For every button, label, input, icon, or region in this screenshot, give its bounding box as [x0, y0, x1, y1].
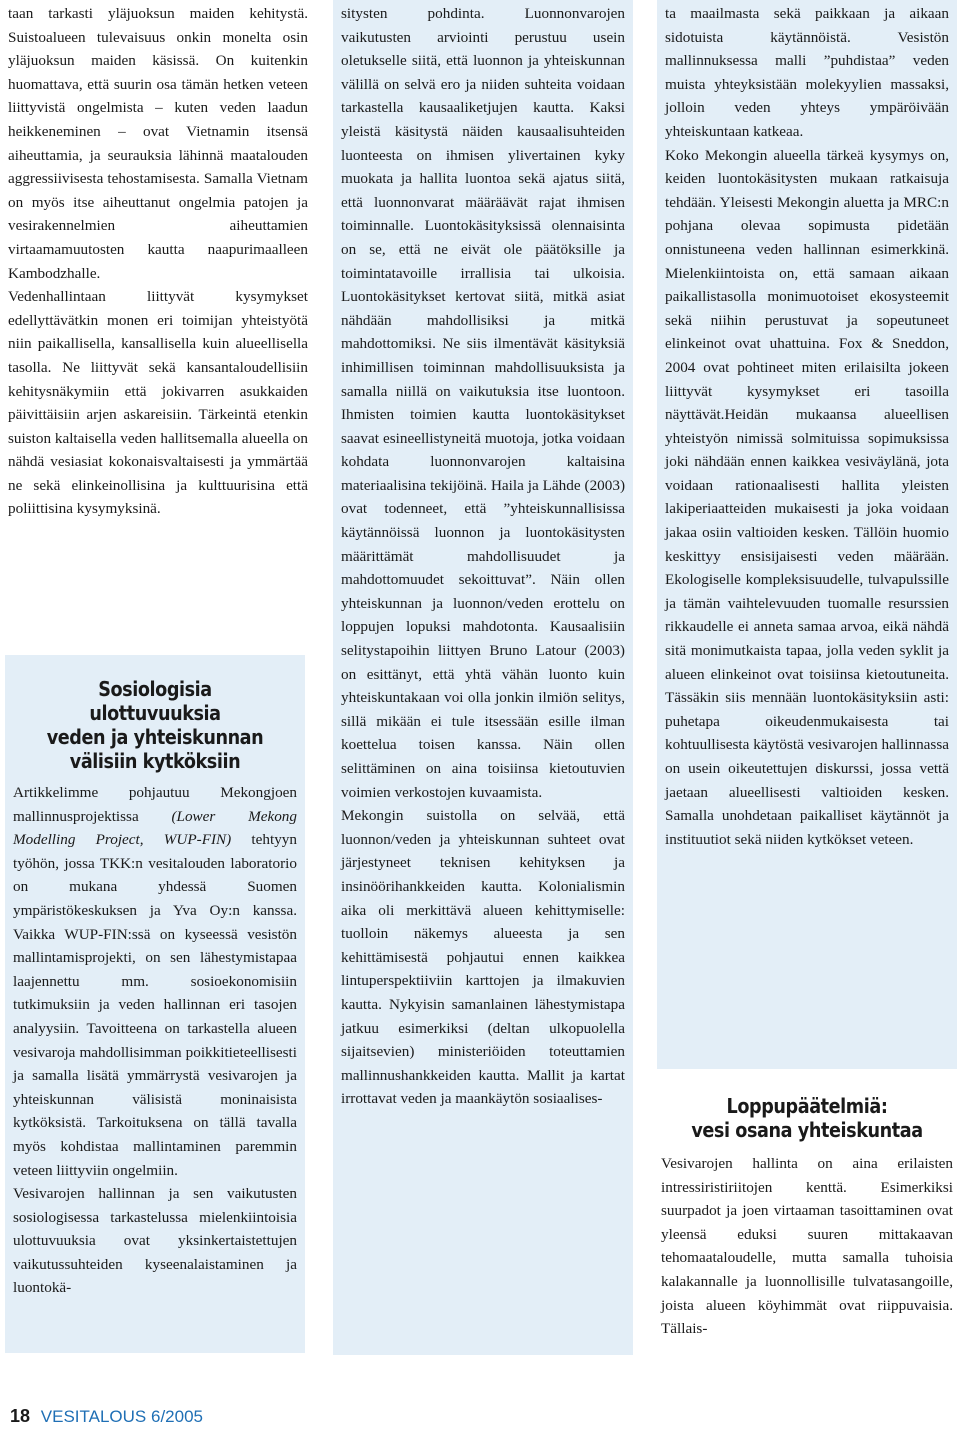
sidebar-heading [33, 677, 277, 773]
text-column-1 [8, 2, 308, 521]
sidebar-text [13, 781, 297, 1300]
conclusion-heading [681, 1094, 932, 1142]
text-column-2 [333, 0, 633, 1355]
paragraph: Koko Mekongin alueella tärkeä kysymys on, keiden luontokäsitysten mukaan ratkaisuja tehdään. Yleisesti Mekongin aluetta ja MRC:n pohjana olevaa sopimusta pidetään onnistuneena veden hallinnan esimerkkinä. Mielenkiintoista on, että samaan aikaan paikallistasolla monimuotoiset ekosysteemit sekä niihin perustuvat ja sopeutuneet elinkeinot ovat uhattuina. Fox & Sneddon, 2004 ovat pohtineet miten erilaisilta jokeen liittyvät kysymykset eri tasoilla näyttävät.Heidän mukaansa alueellisen yhteistyön nimissä solmituissa sopimuksissa joki nähdään ennen kaikkea vesiväylänä, jota voidaan rationaalisesti hallita yleisten lakiperiaatteiden mukaisesti ja joka voidaan jakaa osiin valtioiden kesken. Tällöin huomio keskittyy ensisijaisesti veden määrään. Ekologiselle kompleksisuudelle, tulvapulssille ja tämän vaihtelevuuden tuomalle resurssien rikkaudelle ei anneta samaa arvoa, eikä nähdä sitä monimutkaista tapaa, jolla veden syklit ja alueen elinkeinot ovat toisiinsa kietoutuneita. Tässäkin siis mennään luontokäsityksiin asti: puhetapa oikeudenmukaisesta tai kohtuullisesta käytöstä vesivarojen hallinnassa on usein oikeutettujen diskurssi, jossa vettä jaetaan alueellisesti valtioiden kesken. Samalla unohdetaan paikalliset käytännöt ja instituutiot sekä niiden kytkökset veteen. [665, 146, 949, 848]
text-run: Artikkelimme pohjautuu Mekongjoen mallinnusprojektissa [13, 784, 297, 825]
paragraph: Vesivarojen hallinnan ja sen vaikutusten sosiologisessa tarkastelussa mielenkiintoisia ulottuvuuksia ovat yksinkertaistettujen vaikutussuhteiden kyseenalaistaminen ja luontokä- [13, 1185, 297, 1297]
paragraph: Vedenhallintaan liittyvät kysymykset edellyttävätkin monen eri toimijan yhteistyötä niin paikallisella, kansallisella kuin alueellisella tasolla. Ne liittyvät sekä kansantaloudellisiin kehitysnäkymiin että jokivarren asukkaiden päivittäisiin arjen askareisiin. Tärkeintä etenkin suiston kaltaisella veden hallitsemalla alueella on nähdä vesiasiat kokonaisvaltaisesti ja ymmärtää ne sekä elinkeinollisina ja kulttuurisina että poliittisina kysymyksinä. [8, 288, 308, 518]
paragraph: Vesivarojen hallinta on aina erilaisten intressiristiriitojen kenttä. Esimerkiksi suurpadot ja joen virtaaman tasoittaminen ovat yleensä eduksi suuren mittakaavan tehomaataloudelle, mutta samalla tuhoisia kalakannalle ja luonnollisille tulvatasangoille, joista alueen köyhimmät ovat riippuvaisia. Tällais- [661, 1155, 953, 1338]
heading-line: Loppupäätelmiä: [726, 1094, 888, 1118]
conclusion-section [657, 1094, 957, 1341]
page-number: 18 [10, 1406, 31, 1426]
text-column-3 [657, 0, 957, 1069]
paragraph: Mekongin suistolla on selvää, että luonnon/veden ja yhteiskunnan suhteet ovat järjestyneet teknisen kehityksen ja insinöörihankkeiden kautta. Kolonialismin aika oli merkittävä alueen kehittymiselle: tuolloin näkemys alueesta ja sen kehittämisestä pohjautui ennen kaikkea lintuperspektiiviin karttojen ja ilmakuvien kautta. Nykyisin samanlainen lähestymistapa jatkuu esimerkiksi (deltan ulkopuolella sijaitsevien) ministeriöiden toteuttamien mallinnushankkeiden kautta. Mallit ja kartat irrottavat veden ja maankäytön sosiaalises- [341, 807, 625, 1108]
page-footer [10, 1406, 203, 1427]
heading-line: Sosiologisia ulottuvuuksia [89, 677, 221, 725]
heading-line: vesi osana yhteiskuntaa [691, 1118, 923, 1142]
text-run: tehtyyn työhön, jossa TKK:n vesitalouden laboratorio on mukana yhdessä Suomen ympäristökeskuksen ja Yva Oy:n kanssa. Vaikka WUP-FIN:ssä on kyseessä vesistön mallintamisprojekti, on sen lähestymistapaa laajennettu mm. sosioekonomisiin tutkimuksiin ja veden hallinnan eri tasojen analyysiin. Tavoitteena on tarkastella alueen vesivaroja mahdollisimman poikkitieteellisesti ja samalla lisätä ymmärrystä vesivarojen ja yhteiskunnan välisistä moninaisista kytköksistä. Tarkoituksena on tällä tavalla myös kohdistaa mallintaminen paremmin veteen liittyviin ongelmiin. [13, 831, 297, 1179]
italic-text: (Lower Mekong Modelling Project, WUP-FIN) [13, 807, 297, 849]
paragraph: sitysten pohdinta. Luonnonvarojen vaikutusten arviointi perustuu usein oletukselle siitä, että luonnon ja yhteiskunnan välillä on selvä ero ja niiden suhteita voidaan tarkastella kausaaliketjujen kautta. Kaksi yleistä käsitystä näiden kausaalisuhteiden luonteesta on ihmisen ylivertainen kyky muokata ja hallita luontoa sekä ajatus siitä, että luonnonvarat määräävät rajat ihmisen toiminnalle. Luontokäsityksissä olennaisinta on se, että ne eivät ole päätöksille ja toimintatavoille irrallisia tai ulkoisia. Luontokäsitykset kertovat siitä, mitkä asiat nähdään mahdollisiksi ja mitkä mahdottomiksi. Ne siis ilmentävät käsityksiä inhimillisen toiminnan mahdollisuuksista ja samalla niillä on vaikutuksia itse luontoon. Ihmisten toimien kautta luontokäsitykset saavat esineellistyneitä muotoja, jotka voidaan kohdata luonnonvarojen kaltaisina materiaalisina tekijöinä. Haila ja Lähde (2003) ovat todenneet, että ”yhteiskunnallisissa käytännöissä luonnon ja luontokäsitysten määrittämät mahdollisuudet ja mahdottomuudet sekoittuvat”. Näin ollen yhteiskunnan ja luonnon/veden erottelu on loppujen lopuksi mahdotonta. Kausaalisiin selitystapoihin liittyen Bruno Latour (2003) on esittänyt, että yhtä vähän luonto kuin yhteiskuntakaan voi olla jonkin ilmiön selitys, sillä mikään ei tule itsessään esille ilman koettelua toisen kanssa. Näin ollen selittäminen on aina toisiinsa kietoutuvien voimien verkostojen kuvaamista. [341, 5, 625, 801]
heading-line: välisiin kytköksiin [69, 749, 241, 773]
paragraph: ta maailmasta sekä paikkaan ja aikaan sidotuista käytännöistä. Vesistön mallinnuksessa malli ”puhdistaa” veden muista yhteyksistään molekyylien massaksi, jolloin veden yhteys ympäröivään yhteiskuntaan katkeaa. [665, 5, 949, 140]
paragraph: taan tarkasti yläjuoksun maiden kehitystä. Suistoalueen tulevaisuus onkin monelta osin yläjuoksun maiden käsissä. On kuitenkin huomattava, että suurin osa tämän hetken veteen liittyvistä ongelmista – kuten veden laadun heikkeneminen – ovat Vietnamin itsensä aiheuttamia, ja seurauksia lähinnä maatalouden aggressiivisesta tehostamisesta. Samalla Vietnam on myös itse aiheuttanut ongelmia patojen ja vesirakennelmien aiheuttamien virtaamamuutosten kautta naapurimaalleen Kambodzhalle. [8, 5, 308, 282]
heading-line: veden ja yhteiskunnan [46, 725, 264, 749]
sidebar-box [5, 655, 305, 1353]
publication-name: VESITALOUS 6/2005 [40, 1407, 203, 1426]
paragraph [13, 781, 297, 1182]
